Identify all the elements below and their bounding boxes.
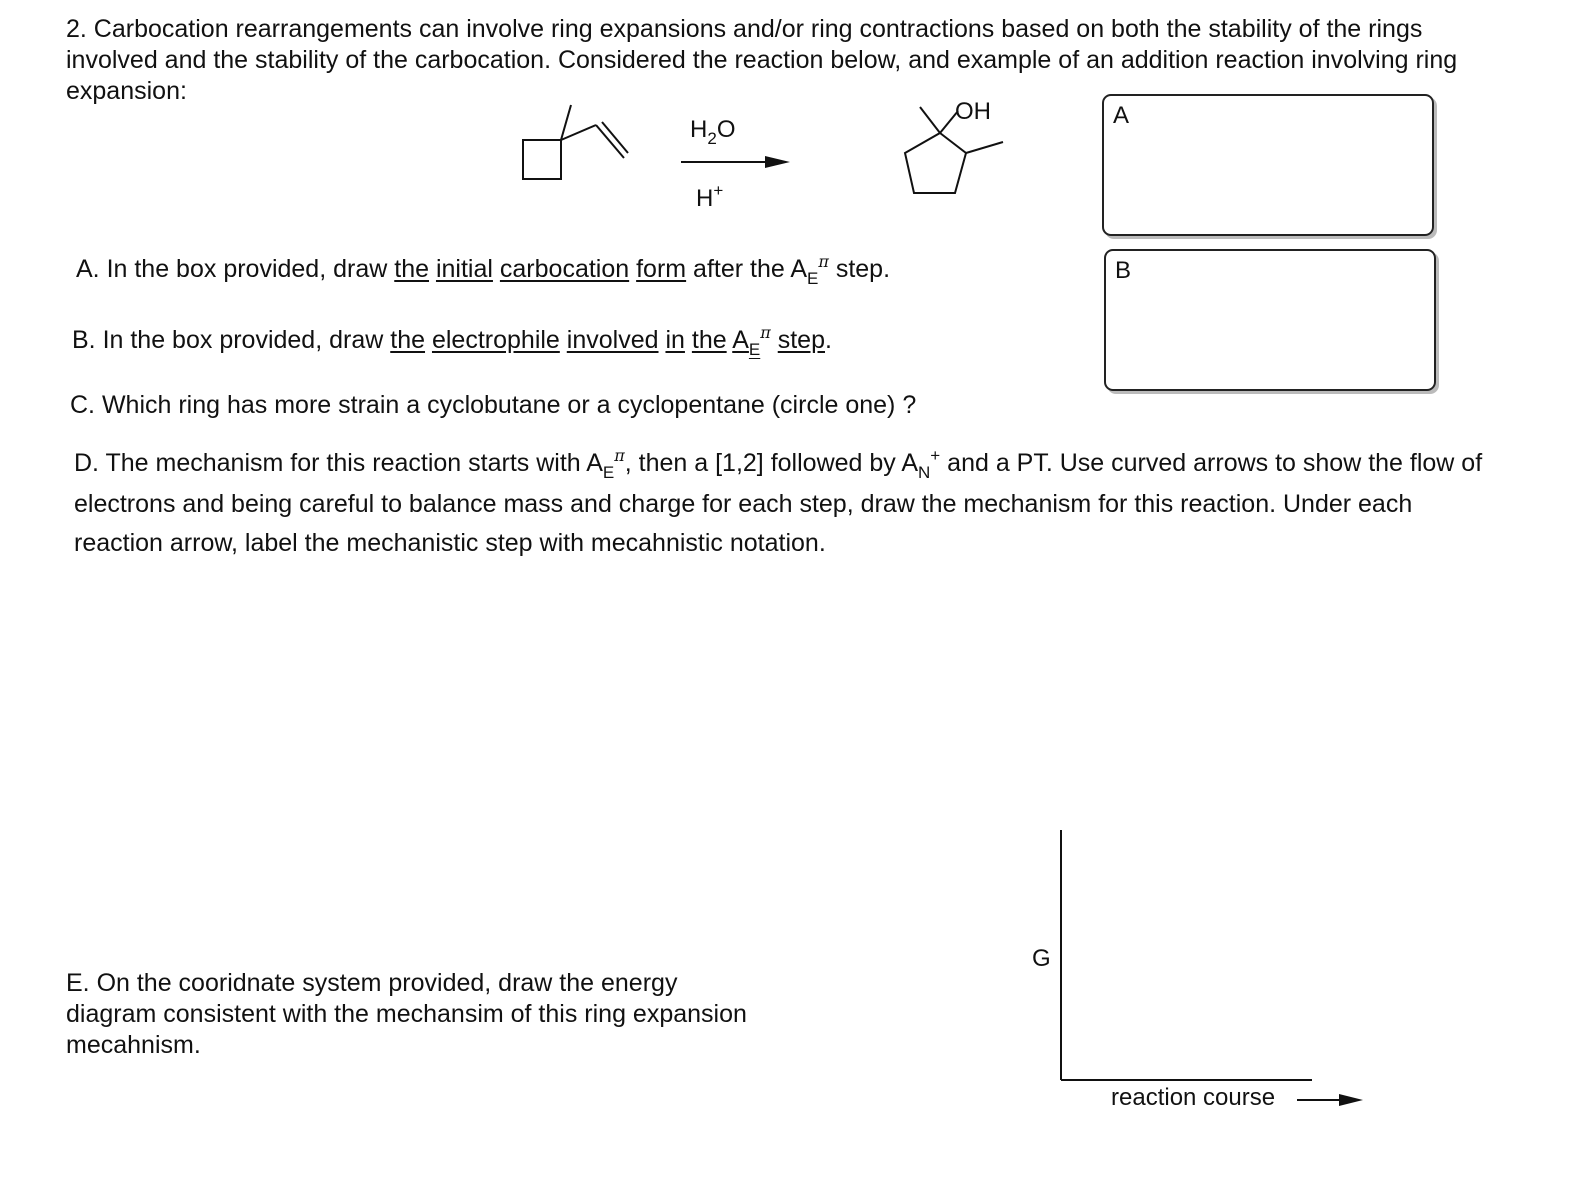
reaction-scheme: [500, 95, 1020, 215]
product-oh-label: OH: [955, 98, 991, 125]
question-d: D. The mechanism for this reaction starts with $A_E^\pi$, then a [1,2] followed by $A_N^+$ and a PT. Use curved arrows to show the flow of electrons and being careful to balance mass and charge for each step, draw the mechanism for this reaction. Under each reaction arrow, label the mechanistic step with mecahnistic notation.: [74, 446, 1483, 557]
reaction-course-arrow-icon: [1295, 1090, 1367, 1110]
question-b: B. In the box provided, draw the electrophile involved in the $A_E^\pi$ step.: [72, 323, 832, 359]
question-e: E. On the cooridnate system provided, draw the energy diagram consistent with the mechansim of this ring expansion mecahnism.: [66, 969, 747, 1059]
box-a-label: A: [1113, 102, 1130, 129]
answer-box-a[interactable]: [1102, 94, 1434, 236]
reagent-water: $H_2O$: [690, 116, 736, 148]
x-axis-label: reaction course: [1111, 1084, 1276, 1111]
reactant-structure: [523, 105, 628, 179]
reaction-arrow: [681, 156, 790, 168]
box-b-label: B: [1115, 257, 1132, 284]
reagent-acid: H+: [696, 181, 724, 212]
question-c: C. Which ring has more strain a cyclobutane or a cyclopentane (circle one) ?: [70, 391, 917, 419]
energy-diagram-axes[interactable]: [1055, 825, 1375, 1095]
question-a: A. In the box provided, draw the initial carbocation form after the $A_E^\pi$ step.: [76, 252, 891, 288]
intro-text: 2. Carbocation rearrangements can involve ring expansions and/or ring contractions based on both the stability of the rings involved and the stability of the carbocation. Considered the reaction below, and example of an addition reaction involving ring expansion:: [66, 15, 1458, 105]
y-axis-label: G: [1032, 945, 1051, 972]
answer-box-b[interactable]: [1104, 249, 1436, 391]
